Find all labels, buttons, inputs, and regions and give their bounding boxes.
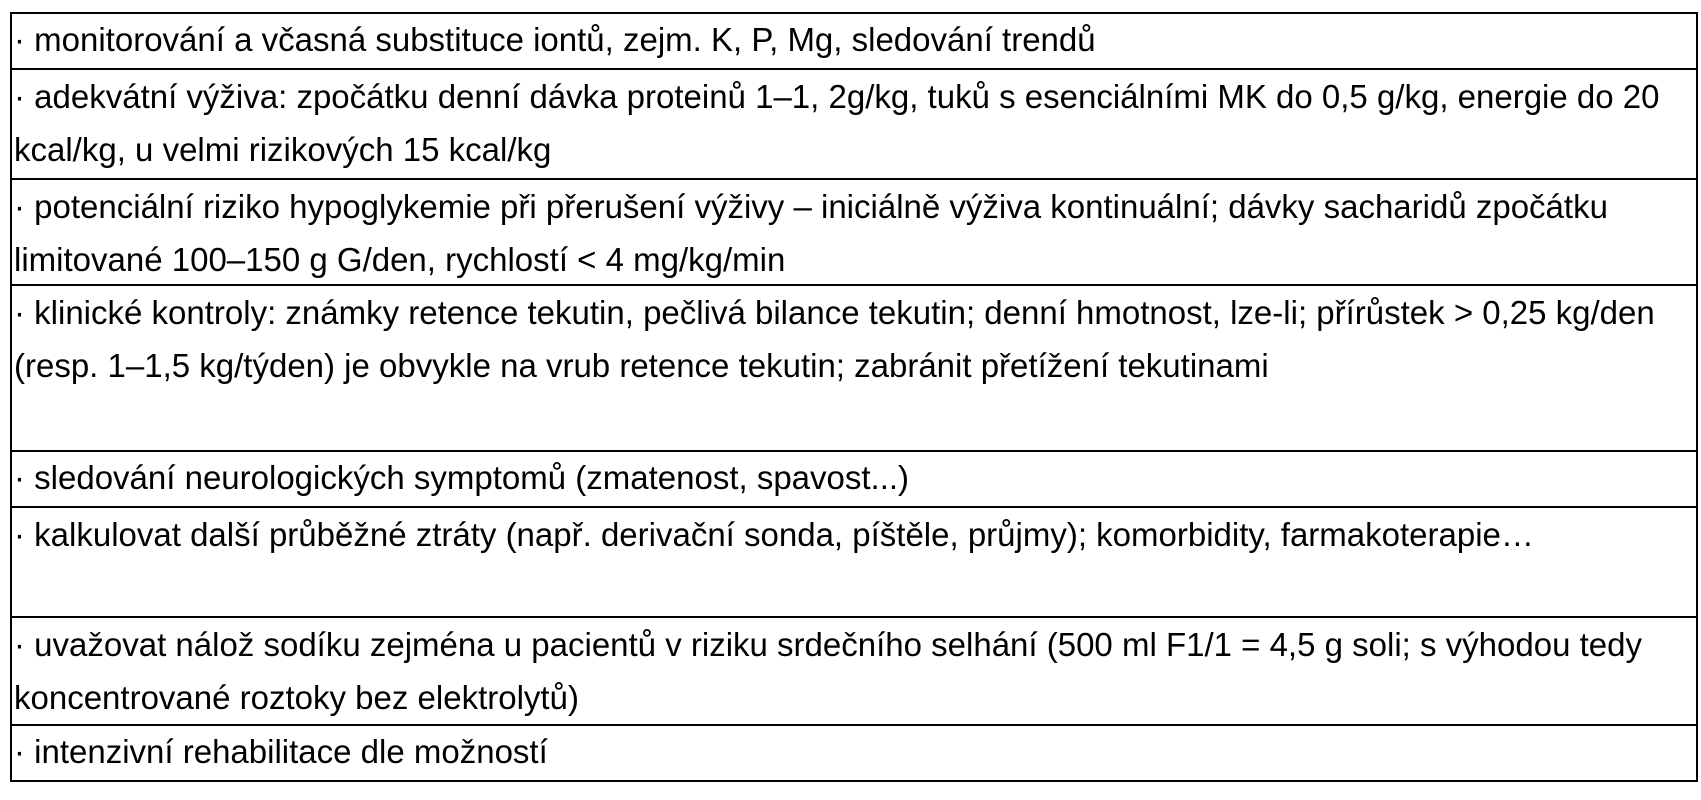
table-row: [10, 618, 1698, 726]
row-text: · kalkulovat další průběžné ztráty (např. derivační sonda, píštěle, průjmy); komorbidity, farmakoterapie…: [14, 516, 1534, 553]
row-text: · sledování neurologických symptomů (zmatenost, spavost...): [14, 459, 910, 496]
recommendations-table: [10, 12, 1698, 782]
table-row: [10, 452, 1698, 508]
row-text: · adekvátní výživa: zpočátku denní dávka proteinů 1–1, 2g/kg, tuků s esenciálními MK do 0,5 g/kg, energie do 20 kcal/kg, u velmi rizikových 15 kcal/kg: [14, 78, 1660, 168]
row-text: · uvažovat nálož sodíku zejména u pacientů v riziku srdečního selhání (500 ml F1/1 = 4,5 g soli; s výhodou tedy koncentrované roztoky bez elektrolytů): [14, 626, 1642, 716]
row-text: · potenciální riziko hypoglykemie při přerušení výživy – iniciálně výživa kontinuální; dávky sacharidů zpočátku limitované 100–150 g G/den, rychlostí < 4 mg/kg/min: [14, 188, 1608, 278]
table-row: [10, 286, 1698, 452]
row-text: · intenzivní rehabilitace dle možností: [14, 733, 548, 770]
row-text: · klinické kontroly: známky retence tekutin, pečlivá bilance tekutin; denní hmotnost, lze-li; přírůstek > 0,25 kg/den (resp. 1–1,5 kg/týden) je obvykle na vrub retence tekutin; zabránit přetížení tekutinami: [14, 294, 1655, 384]
table-row: [10, 70, 1698, 180]
table-row: [10, 726, 1698, 782]
table-row: [10, 14, 1698, 70]
table-row: [10, 180, 1698, 286]
table-row: [10, 508, 1698, 618]
row-text: · monitorování a včasná substituce iontů, zejm. K, P, Mg, sledování trendů: [14, 21, 1096, 58]
